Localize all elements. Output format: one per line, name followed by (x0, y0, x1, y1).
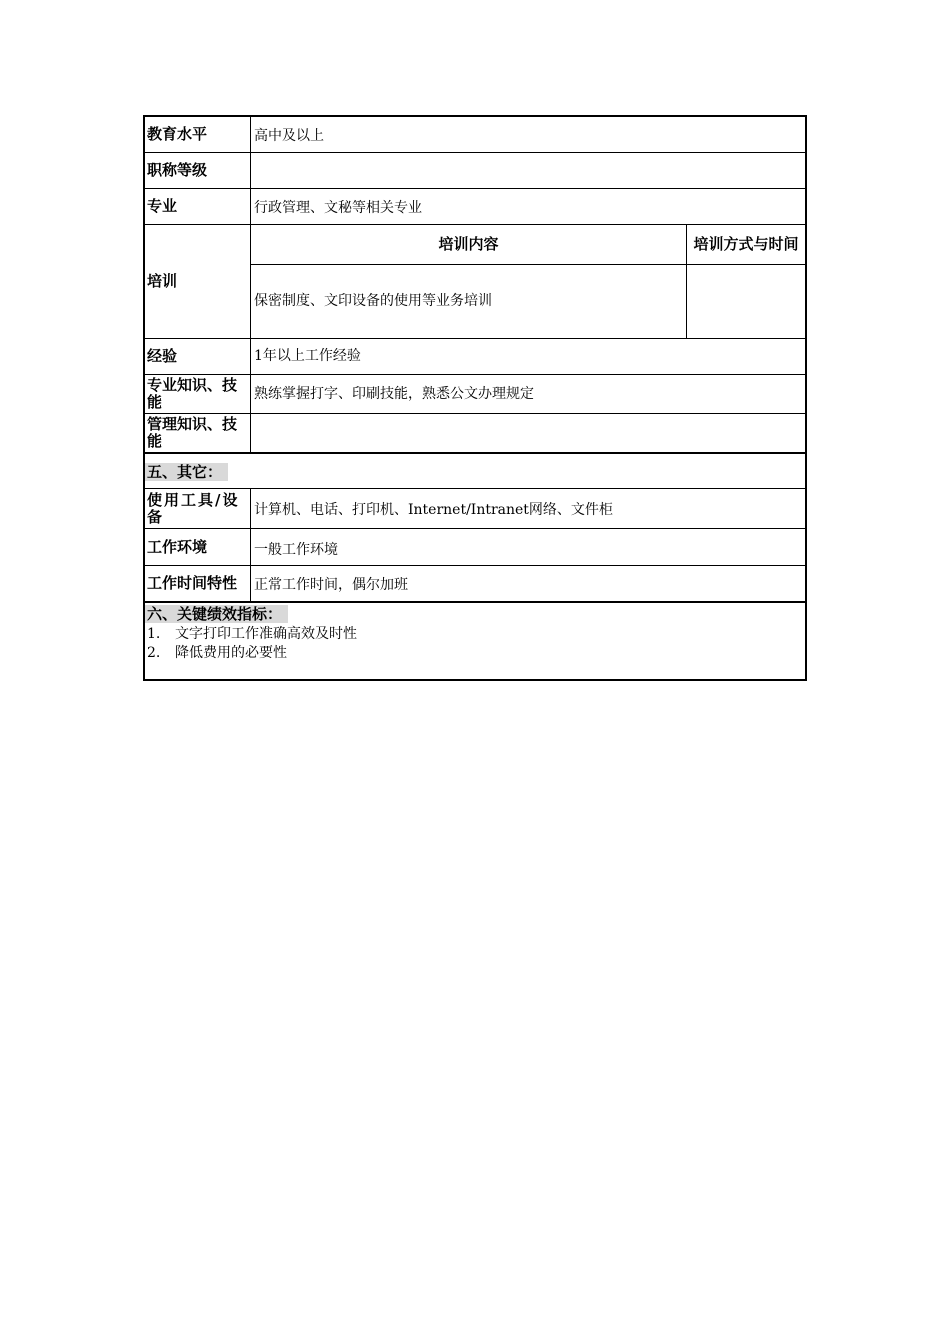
training-method-header: 培训方式与时间 (693, 235, 799, 253)
experience-label: 经验 (147, 347, 178, 365)
kpi-item (147, 644, 287, 662)
major-value: 行政管理、文秘等相关专业 (254, 200, 422, 216)
kpi-item-number: 1. (147, 626, 161, 642)
training-content-value: 保密制度、文印设备的使用等业务培训 (254, 293, 492, 309)
kpi-item-number: 2. (147, 645, 161, 661)
mgmt-knowledge-value (251, 414, 805, 452)
mgmt-knowledge-label: 管理知识、技能 (147, 415, 238, 450)
job-description-table (143, 115, 807, 681)
tools-value: 计算机、电话、打印机、Internet/Intranet网络、文件柜 (254, 502, 613, 518)
work-time-label: 工作时间特性 (147, 574, 238, 592)
training-method-value (687, 265, 805, 338)
section-divider (145, 452, 805, 454)
kpi-item-text: 文字打印工作准确高效及时性 (175, 626, 357, 642)
pro-knowledge-label: 专业知识、技能 (147, 376, 238, 411)
section-5-title: 五、其它： (145, 463, 228, 481)
environment-value: 一般工作环境 (254, 541, 338, 558)
training-content-header: 培训内容 (438, 235, 499, 253)
section-6-title: 六、关键绩效指标： (145, 605, 288, 623)
kpi-item-text: 降低费用的必要性 (175, 645, 287, 661)
title-level-value (251, 153, 805, 188)
education-value: 高中及以上 (254, 128, 324, 144)
pro-knowledge-value: 熟练掌握打字、印刷技能，熟悉公文办理规定 (254, 385, 534, 402)
environment-label: 工作环境 (147, 537, 208, 556)
education-label: 教育水平 (147, 125, 208, 143)
kpi-item (147, 625, 357, 643)
major-label: 专业 (147, 197, 178, 215)
work-time-value: 正常工作时间，偶尔加班 (254, 577, 408, 593)
title-level-label: 职称等级 (147, 161, 208, 179)
experience-value: 1年以上工作经验 (254, 348, 361, 364)
training-label: 培训 (147, 272, 178, 290)
tools-label: 使用工具/设备 (147, 490, 240, 526)
